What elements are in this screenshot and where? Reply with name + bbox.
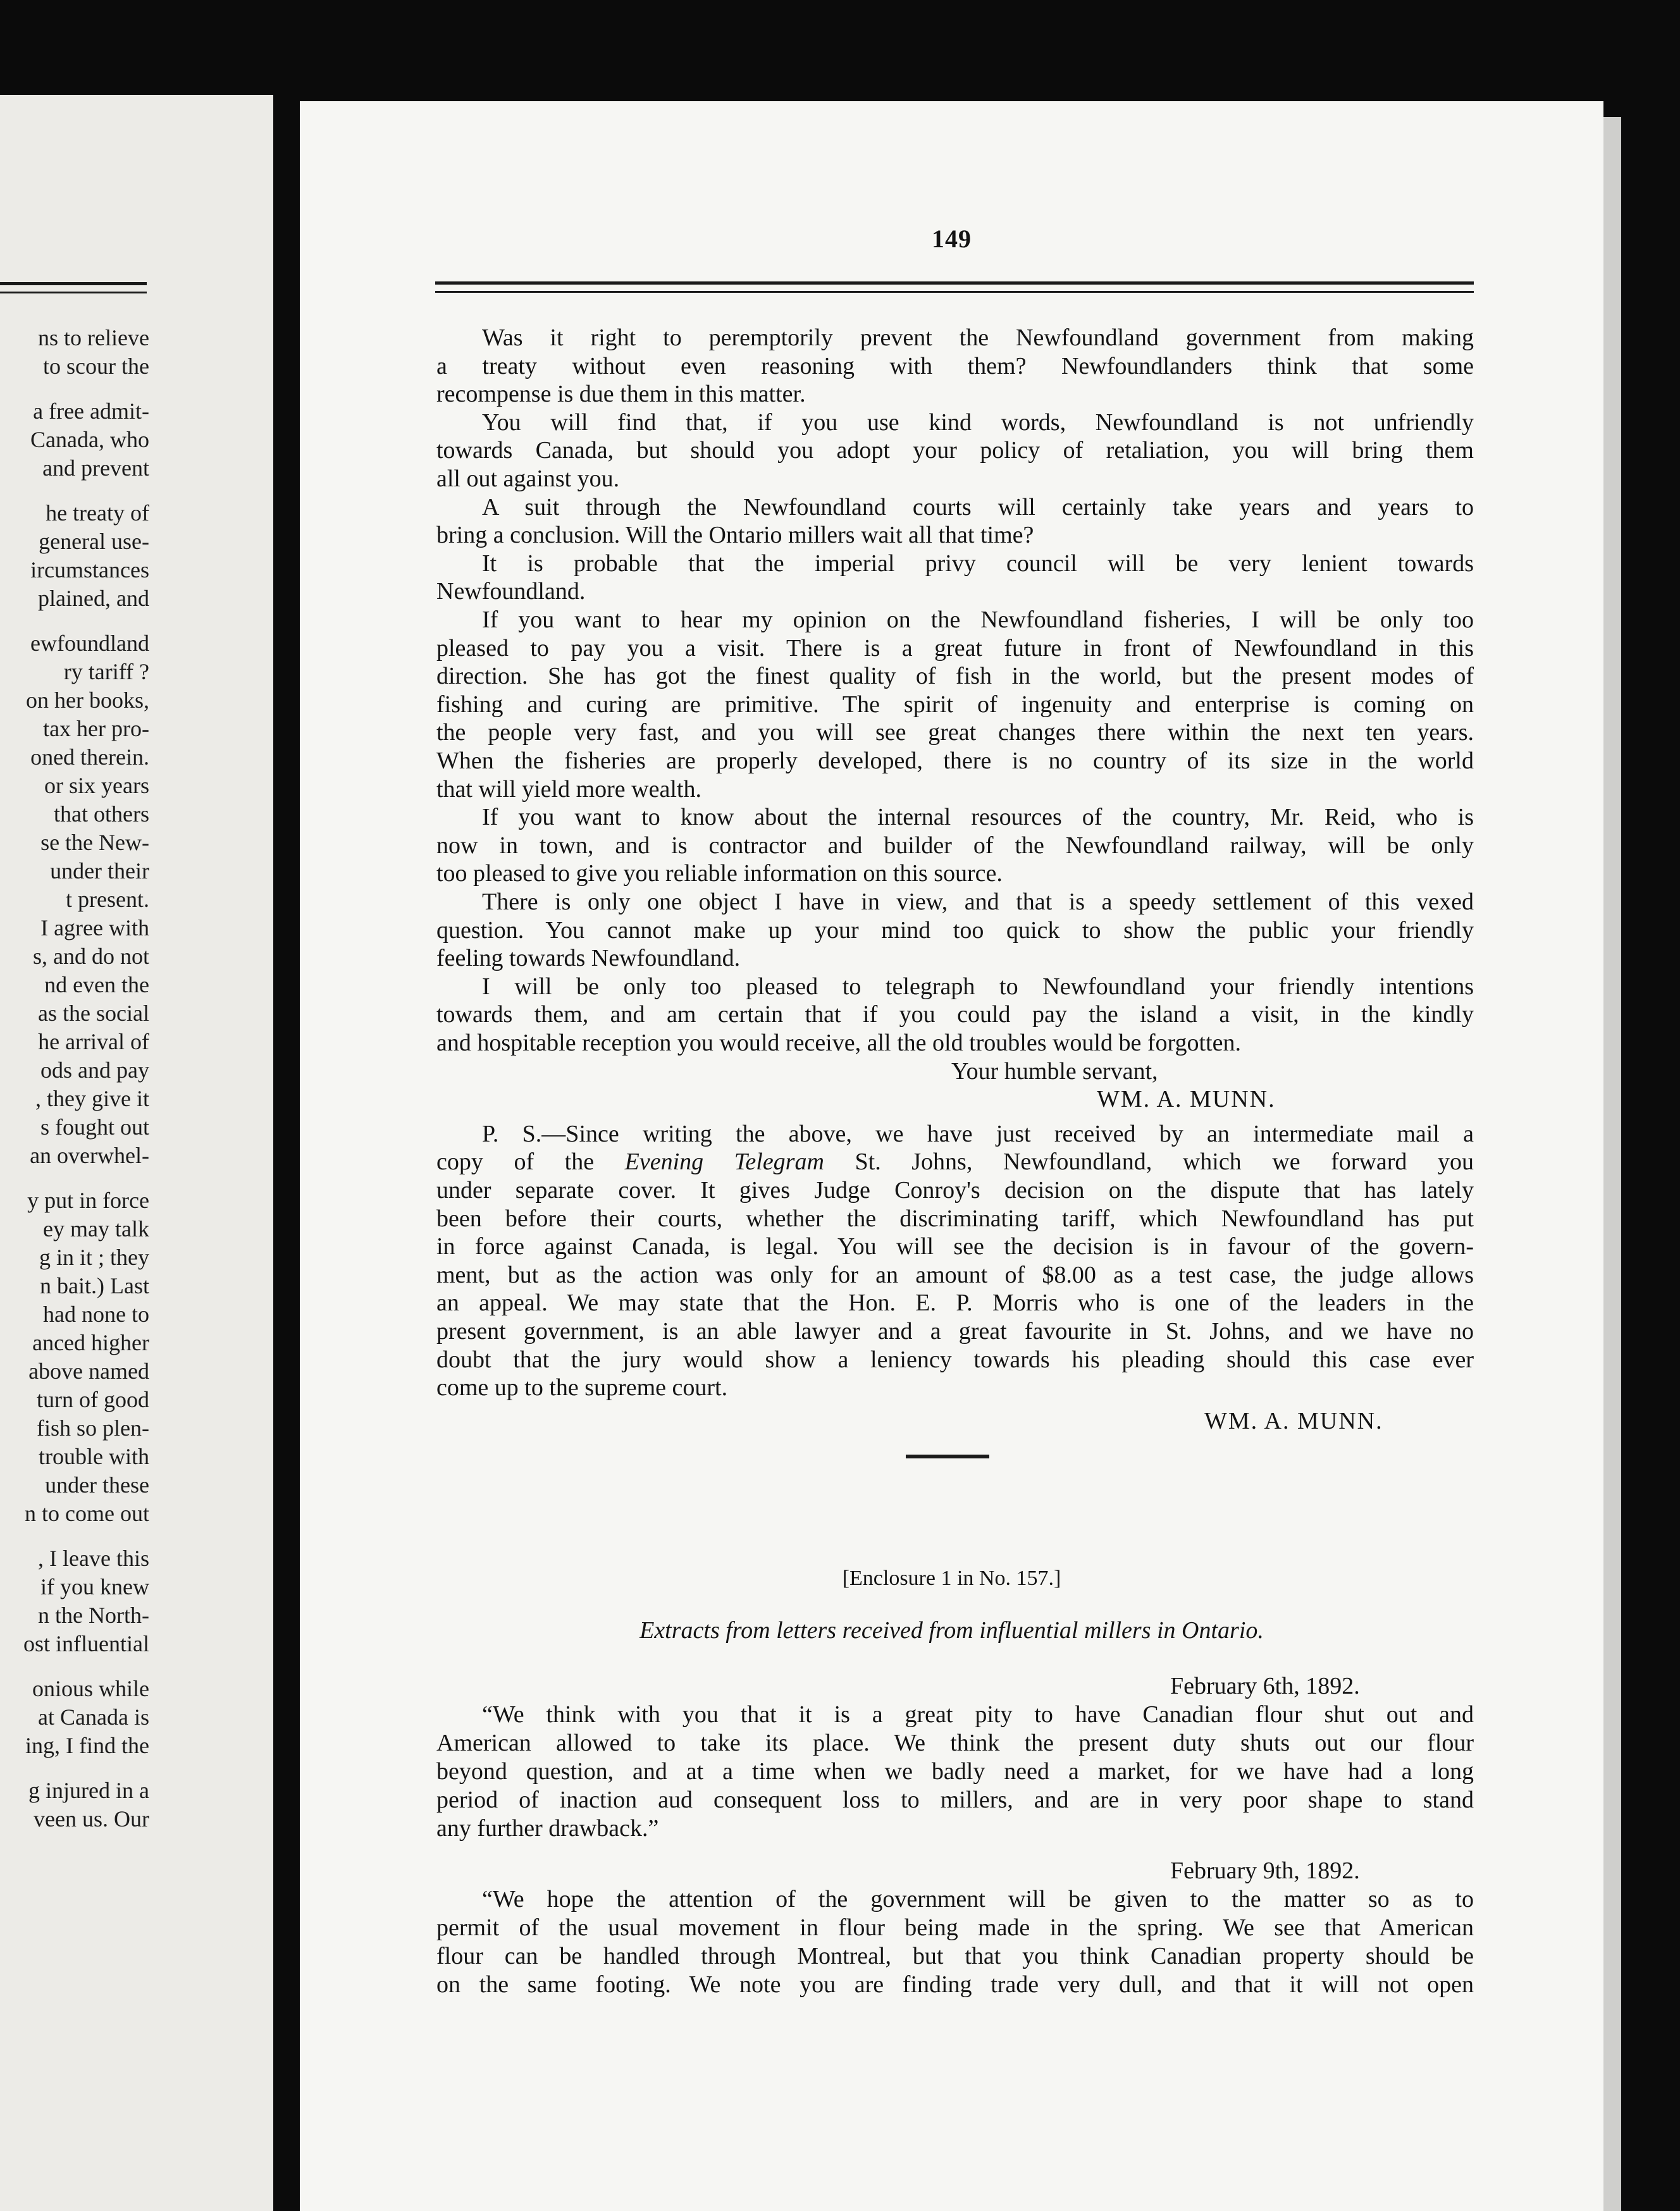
text-line: all out against you. <box>436 465 620 492</box>
text-line: been before their courts, whether the discriminating tariff, which Newfoundland has put <box>436 1205 1474 1232</box>
sig2-line: WM. A. MUNN. <box>1097 1086 1276 1113</box>
text-line: I will be only too pleased to telegraph to Newfoundland your friendly intentions <box>482 973 1474 1000</box>
text-line: Was it right to peremptorily prevent the Newfoundland government from making <box>482 324 1474 351</box>
text-line: towards Canada, but should you adopt your policy of retaliation, you will bring them <box>436 437 1474 464</box>
document-page <box>300 101 1603 2211</box>
text-line: on the same footing. We note you are finding trade very dull, and that it will not open <box>436 1971 1474 1998</box>
text-line: P. S.—Since writing the above, we have just received by an intermediate mail a <box>482 1120 1474 1147</box>
text-line: fishing and curing are primitive. The spirit of ingenuity and enterprise is coming on <box>436 691 1474 718</box>
left-page-line: n to come out <box>25 1501 149 1526</box>
text-line: beyond question, and at a time when we badly need a market, for we have had a long <box>436 1758 1474 1785</box>
left-page-line: that others <box>54 801 149 827</box>
left-page-line: ing, I find the <box>25 1733 149 1758</box>
page-edge <box>1603 117 1621 2211</box>
text-line: A suit through the Newfoundland courts will certainly take years and years to <box>482 493 1474 520</box>
previous-page-fragment <box>0 95 273 2211</box>
left-page-line: ey may talk <box>43 1216 149 1241</box>
left-page-line: under these <box>45 1472 149 1498</box>
left-page-line: n bait.) Last <box>40 1273 149 1298</box>
left-page-line: t present. <box>66 887 149 912</box>
left-page-line: ost influential <box>23 1631 149 1656</box>
text-line: pleased to pay you a visit. There is a great future in front of Newfoundland in this <box>436 634 1474 662</box>
left-page-line: had none to <box>43 1302 149 1327</box>
left-page-line: ods and pay <box>40 1057 149 1083</box>
left-page-line: , I leave this <box>38 1546 149 1571</box>
sig3-line: WM. A. MUNN. <box>1204 1407 1383 1434</box>
left-page-line: , they give it <box>35 1086 149 1111</box>
text-line: “We think with you that it is a great pity to have Canadian flour shut out and <box>482 1701 1474 1728</box>
left-page-line: Canada, who <box>30 427 149 452</box>
left-page-line: at Canada is <box>38 1704 149 1730</box>
section-separator <box>906 1455 989 1458</box>
left-page-line: veen us. Our <box>34 1806 149 1832</box>
left-page-line: general use- <box>39 529 149 554</box>
text-line: an appeal. We may state that the Hon. E. P. Morris who is one of the leaders in the <box>436 1290 1474 1317</box>
left-page-line: if you knew <box>40 1574 149 1599</box>
page-number: 149 <box>932 225 972 253</box>
left-page-line: ircumstances <box>30 557 149 582</box>
left-page-line: y put in force <box>27 1188 149 1213</box>
text-line: in force against Canada, is legal. You will see the decision is in favour of the govern- <box>436 1233 1474 1260</box>
text-line: doubt that the jury would show a leniency towards his pleading should this case ever <box>436 1346 1474 1373</box>
text-line: American allowed to take its place. We think the present duty shuts out our flour <box>436 1730 1474 1756</box>
left-page-line: he arrival of <box>38 1029 149 1054</box>
left-page-line: trouble with <box>39 1444 149 1469</box>
text-line: flour can be handled through Montreal, but that you think Canadian property should be <box>436 1943 1474 1969</box>
text-line: present government, is an able lawyer and a great favourite in St. Johns, and we have no <box>436 1318 1474 1345</box>
left-page-line: g injured in a <box>28 1778 149 1803</box>
date-line: February 9th, 1892. <box>1170 1857 1360 1884</box>
left-page-line: an overwhel- <box>30 1143 149 1168</box>
left-page-line: se the New- <box>40 830 149 855</box>
left-page-line: or six years <box>44 773 149 798</box>
text-line: There is only one object I have in view, and that is a speedy settlement of this vexed <box>482 889 1474 915</box>
text-line: towards them, and am certain that if you could pay the island a visit, in the kindly <box>436 1001 1474 1028</box>
header-rule <box>435 291 1474 293</box>
text-line: question. You cannot make up your mind too quick to show the public your friendly <box>436 916 1474 944</box>
text-line: that will yield more wealth. <box>436 775 701 803</box>
enclosure-label: [Enclosure 1 in No. 157.] <box>842 1567 1061 1590</box>
left-page-line: s fought out <box>40 1114 149 1140</box>
left-page-line: turn of good <box>37 1387 149 1412</box>
text-line: come up to the supreme court. <box>436 1374 728 1401</box>
left-page-line: tax her pro- <box>43 716 149 741</box>
text-line: You will find that, if you use kind words, Newfoundland is not unfriendly <box>482 409 1474 436</box>
left-page-line: ry tariff ? <box>63 659 149 684</box>
left-page-line: onious while <box>32 1676 149 1701</box>
left-page-rule <box>0 292 147 293</box>
text-line: Newfoundland. <box>436 578 586 605</box>
left-page-line: and prevent <box>42 455 149 481</box>
text-line: If you want to know about the internal resources of the country, Mr. Reid, who is <box>482 804 1474 831</box>
left-page-line: under their <box>50 858 149 884</box>
left-page-line: ewfoundland <box>30 631 149 656</box>
left-page-line: on her books, <box>26 687 149 713</box>
text-line: now in town, and is contractor and builder of the Newfoundland railway, will be only <box>436 832 1474 859</box>
date-line: February 6th, 1892. <box>1170 1673 1360 1699</box>
text-line: feeling towards Newfoundland. <box>436 945 741 972</box>
left-page-rule <box>0 282 147 285</box>
text-line: It is probable that the imperial privy council will be very lenient towards <box>482 550 1474 577</box>
text-line: too pleased to give you reliable information on this source. <box>436 860 1003 887</box>
left-page-line: ns to relieve <box>38 325 149 350</box>
header-rule <box>435 281 1474 285</box>
text-line: any further drawback.” <box>436 1815 659 1842</box>
text-line: If you want to hear my opinion on the Newfoundland fisheries, I will be only too <box>482 607 1474 633</box>
extracts-heading: Extracts from letters received from influential millers in Ontario. <box>639 1617 1264 1644</box>
left-page-line: a free admit- <box>33 398 149 424</box>
text-line: When the fisheries are properly developed, there is no country of its size in the world <box>436 748 1474 774</box>
text-line: bring a conclusion. Will the Ontario millers wait all that time? <box>436 522 1034 549</box>
text-line: under separate cover. It gives Judge Conroy's decision on the dispute that has lately <box>436 1177 1474 1204</box>
left-page-line: plained, and <box>38 586 149 611</box>
left-page-line: g in it ; they <box>39 1245 149 1270</box>
text-line: period of inaction aud consequent loss to millers, and are in very poor shape to stand <box>436 1787 1474 1813</box>
text-line: “We hope the attention of the government will be given to the matter so as to <box>482 1886 1474 1912</box>
left-page-line: nd even the <box>44 972 149 997</box>
left-page-line: s, and do not <box>33 944 149 969</box>
text-line: the people very fast, and you will see great changes there within the next ten years. <box>436 719 1474 746</box>
text-line: direction. She has got the finest quality of fish in the world, but the present modes of <box>436 663 1474 690</box>
text-line: permit of the usual movement in flour being made in the spring. We see that American <box>436 1914 1474 1941</box>
left-page-line: anced higher <box>32 1330 149 1355</box>
text-line: a treaty without even reasoning with them? Newfoundlanders think that some <box>436 352 1474 379</box>
text-line: recompense is due them in this matter. <box>436 381 806 408</box>
text-line: and hospitable reception you would receive, all the old troubles would be forgotten. <box>436 1030 1241 1056</box>
left-page-line: he treaty of <box>46 500 149 526</box>
text-line: ment, but as the action was only for an amount of $8.00 as a test case, the judge allows <box>436 1261 1474 1288</box>
left-page-line: oned therein. <box>30 744 149 770</box>
text-line: copy of the Evening Telegram St. Johns, Newfoundland, which we forward you <box>436 1149 1474 1176</box>
sig1-line: Your humble servant, <box>951 1057 1158 1085</box>
left-page-line: to scour the <box>43 354 149 379</box>
left-page-line: fish so plen- <box>37 1415 149 1441</box>
left-page-line: as the social <box>38 1001 149 1026</box>
left-page-line: I agree with <box>40 915 149 940</box>
left-page-line: n the North- <box>38 1603 149 1628</box>
left-page-line: above named <box>28 1358 149 1384</box>
